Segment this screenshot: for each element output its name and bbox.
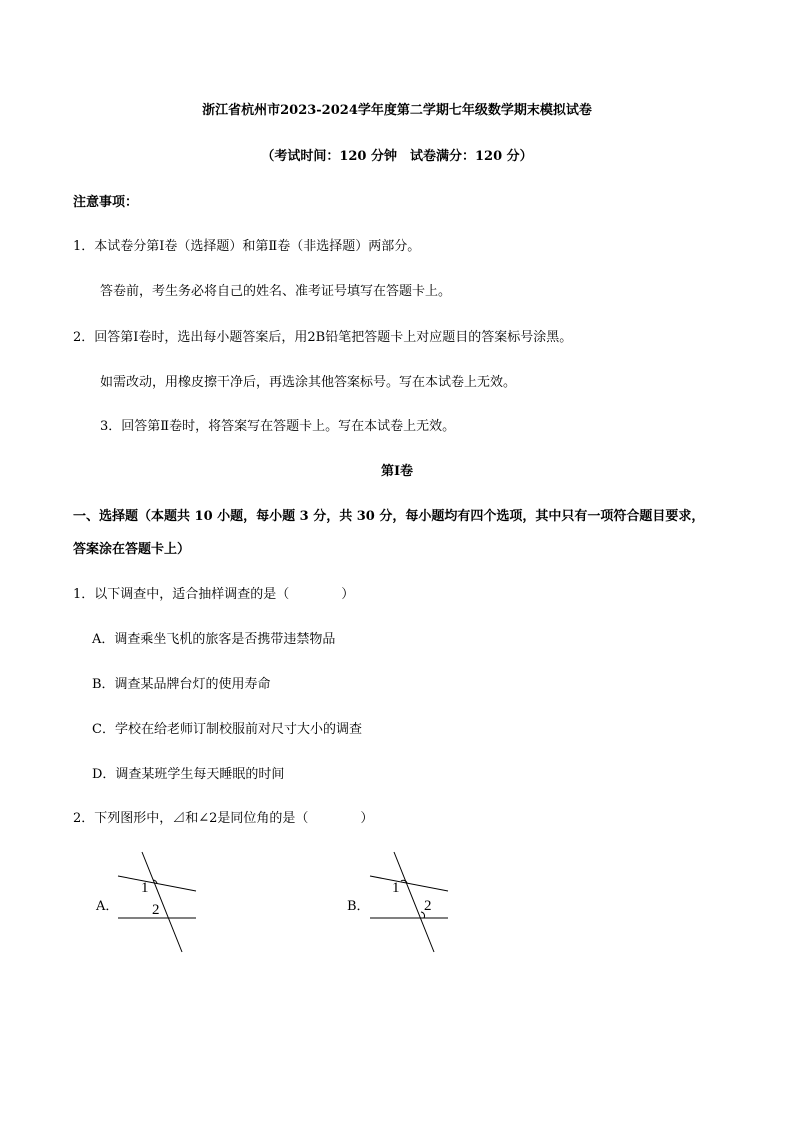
figure-b-angle-1-label: 1 [392,880,400,896]
section-heading: 一、选择题（本题共 10 小题，每小题 3 分，共 30 分，每小题均有四个选项，其中只有一项符合题目要求， [73,509,705,524]
figure-b-diagram [364,848,464,958]
section-heading-cont: 答案涂在答题卡上） [73,542,191,557]
note-item: 1．本试卷分第Ⅰ卷（选择题）和第Ⅱ卷（非选择题）两部分。 [73,239,421,254]
question-1-option-c: C．学校在给老师订制校服前对尺寸大小的调查 [92,722,362,737]
question-1-option-d: D．调查某班学生每天睡眠的时间 [92,767,285,782]
note-item: 如需改动，用橡皮擦干净后，再选涂其他答案标号。写在本试卷上无效。 [100,375,517,390]
question-1-option-a: A．调查乘坐飞机的旅客是否携带违禁物品 [92,632,336,647]
volume-title: 第Ⅰ卷 [380,464,414,479]
exam-title: 浙江省杭州市2023-2024学年度第二学期七年级数学期末模拟试卷 [202,103,592,118]
notes-heading: 注意事项： [73,195,139,210]
exam-subtitle: （考试时间：120 分钟 试卷满分：120 分） [261,149,533,164]
figure-a-angle-1-label: 1 [141,880,149,896]
note-item: 答卷前，考生务必将自己的姓名、准考证号填写在答题卡上。 [100,284,452,299]
note-item: 2．回答第Ⅰ卷时，选出每小题答案后，用2B铅笔把答题卡上对应题目的答案标号涂黑。 [73,330,573,345]
figure-b-angle-2-label: 2 [424,898,432,914]
figure-a-angle-2-label: 2 [152,902,160,918]
question-1-stem: 1．以下调查中，适合抽样调查的是（ ） [73,587,355,602]
figure-a-transversal [142,852,182,952]
figure-b-option-label: B． [347,899,370,914]
note-item: 3．回答第Ⅱ卷时，将答案写在答题卡上。写在本试卷上无效。 [100,419,456,434]
question-2-stem: 2．下列图形中，⊿和∠2是同位角的是（ ） [73,811,374,826]
figure-a-diagram [112,848,212,958]
figure-a-option-label: A． [96,899,119,914]
question-1-option-b: B．调查某品牌台灯的使用寿命 [92,677,271,692]
